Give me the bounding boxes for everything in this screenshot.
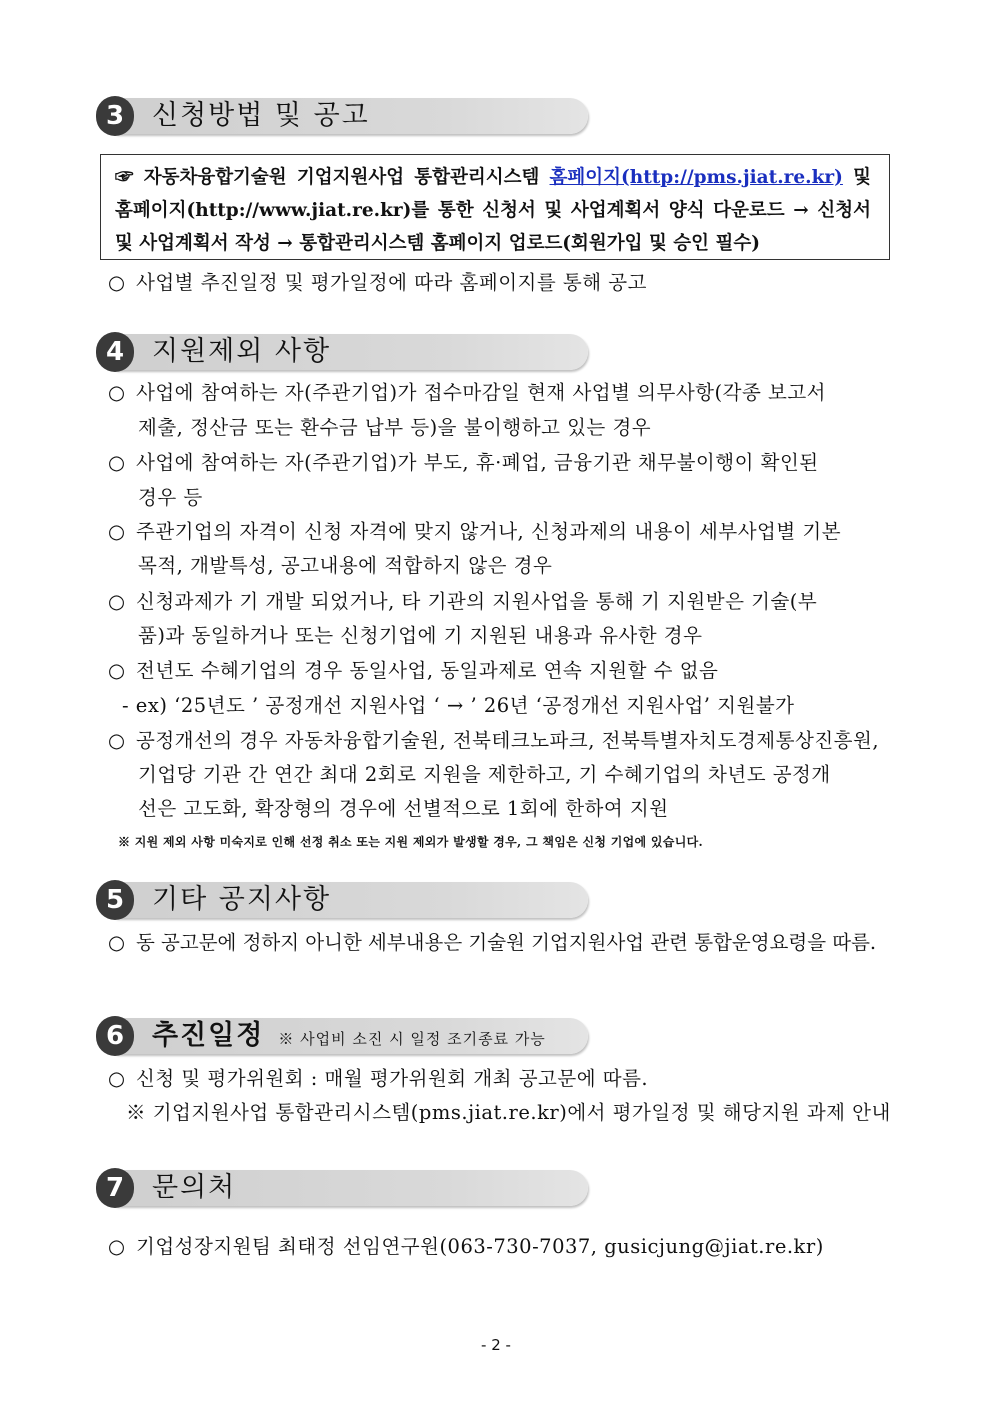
section-4-header: [96, 332, 588, 372]
list-item-continuation: 목적, 개발특성, 공고내용에 적합하지 않은 경우: [138, 554, 553, 577]
section-title: 기타 공지사항: [152, 884, 332, 915]
bullet-icon: ○: [108, 1235, 126, 1258]
section-6-header: [96, 1016, 588, 1056]
list-item: ○ 기업성장지원팀 최태정 선임연구원(063-730-7037, gusicjung@jiat.re.kr): [108, 1230, 898, 1264]
list-item: ○ 공정개선의 경우 자동차융합기술원, 전북테크노파크, 전북특별자치도경제통상진흥원,: [108, 724, 898, 758]
bullet-icon: ○: [108, 451, 126, 474]
list-item-continuation: 경우 등: [138, 486, 203, 509]
list-item: ○ 전년도 수혜기업의 경우 동일사업, 동일과제로 연속 지원할 수 없음: [108, 654, 898, 688]
bullet-icon: ○: [108, 931, 126, 954]
list-item-continuation: 기업당 기관 간 연간 최대 2회로 지원을 제한하고, 기 수혜기업의 차년도 공정개: [138, 763, 831, 786]
list-item: ○ 사업에 참여하는 자(주관기업)가 부도, 휴·폐업, 금융기관 채무불이행이 확인된: [108, 446, 898, 480]
bullet-icon: ○: [108, 271, 126, 294]
notice-text-2: 및 홈페이지(http://www.jiat.re.kr)를 통한 신청서 및 사업계획서 양식 다운로드 → 신청서 및 사업계획서 작성 → 통합관리시스템 홈페이지 업로드(회원가입 및 승인 필수): [115, 167, 871, 254]
bullet-icon: ○: [108, 659, 126, 682]
section-3-header: [96, 96, 588, 136]
list-item: ○ 사업에 참여하는 자(주관기업)가 접수마감일 현재 사업별 의무사항(각종 보고서: [108, 376, 898, 410]
list-item: ○ 신청 및 평가위원회 : 매월 평가위원회 개최 공고문에 따름.: [108, 1062, 898, 1096]
list-item: ○ 동 공고문에 정하지 아니한 세부내용은 기술원 기업지원사업 관련 통합운영요령을 따름.: [108, 926, 898, 960]
section-title: 추진일정 ※ 사업비 소진 시 일정 조기종료 가능: [152, 1020, 546, 1051]
section-number: 5: [96, 880, 134, 920]
list-item-continuation: 제출, 정산금 또는 환수금 납부 등)을 불이행하고 있는 경우: [138, 416, 652, 439]
section-title: 문의처: [152, 1172, 237, 1203]
page-number: - 2 -: [481, 1336, 511, 1354]
bullet-icon: ○: [108, 1067, 126, 1090]
section-title: 신청방법 및 공고: [152, 100, 370, 131]
list-item: ○ 주관기업의 자격이 신청 자격에 맞지 않거나, 신청과제의 내용이 세부사업별 기본: [108, 515, 898, 549]
section-5-header: [96, 880, 588, 920]
section-number: 7: [96, 1168, 134, 1208]
section-7-header: [96, 1168, 588, 1208]
exclusion-note: ※ 지원 제외 사항 미숙지로 인해 선정 취소 또는 지원 제외가 발생할 경우, 그 책임은 신청 기업에 있습니다.: [118, 835, 703, 849]
section-number: 4: [96, 332, 134, 372]
list-item-continuation: 선은 고도화, 확장형의 경우에 선별적으로 1회에 한하여 지원: [138, 797, 669, 820]
notice-text-1: 자동차융합기술원 기업지원사업 통합관리시스템: [143, 167, 550, 188]
section-number: 6: [96, 1016, 134, 1056]
section-number: 3: [96, 96, 134, 136]
pointing-hand-icon: ☞: [115, 167, 134, 188]
list-item-continuation: 품)과 동일하거나 또는 신청기업에 기 지원된 내용과 유사한 경우: [138, 624, 703, 647]
bullet-icon: ○: [108, 729, 126, 752]
list-item: ○ 신청과제가 기 개발 되었거나, 타 기관의 지원사업을 통해 기 지원받은 기술(부: [108, 585, 898, 619]
bullet-icon: ○: [108, 520, 126, 543]
section-title: 지원제외 사항: [152, 336, 332, 367]
application-method-notice: [100, 154, 890, 260]
bullet-icon: ○: [108, 590, 126, 613]
list-item: ○ 사업별 추진일정 및 평가일정에 따라 홈페이지를 통해 공고: [108, 266, 898, 300]
section-note: ※ 사업비 소진 시 일정 조기종료 가능: [278, 1030, 546, 1048]
bullet-icon: ○: [108, 381, 126, 404]
example-line: - ex) ‘25년도 ’ 공정개선 지원사업 ‘ → ’ 26년 ‘공정개선 지원사업’ 지원불가: [122, 694, 795, 717]
homepage-link[interactable]: 홈페이지(http://pms.jiat.re.kr): [549, 167, 843, 188]
schedule-sub-note: ※ 기업지원사업 통합관리시스템(pms.jiat.re.kr)에서 평가일정 및 해당지원 과제 안내: [126, 1101, 891, 1124]
